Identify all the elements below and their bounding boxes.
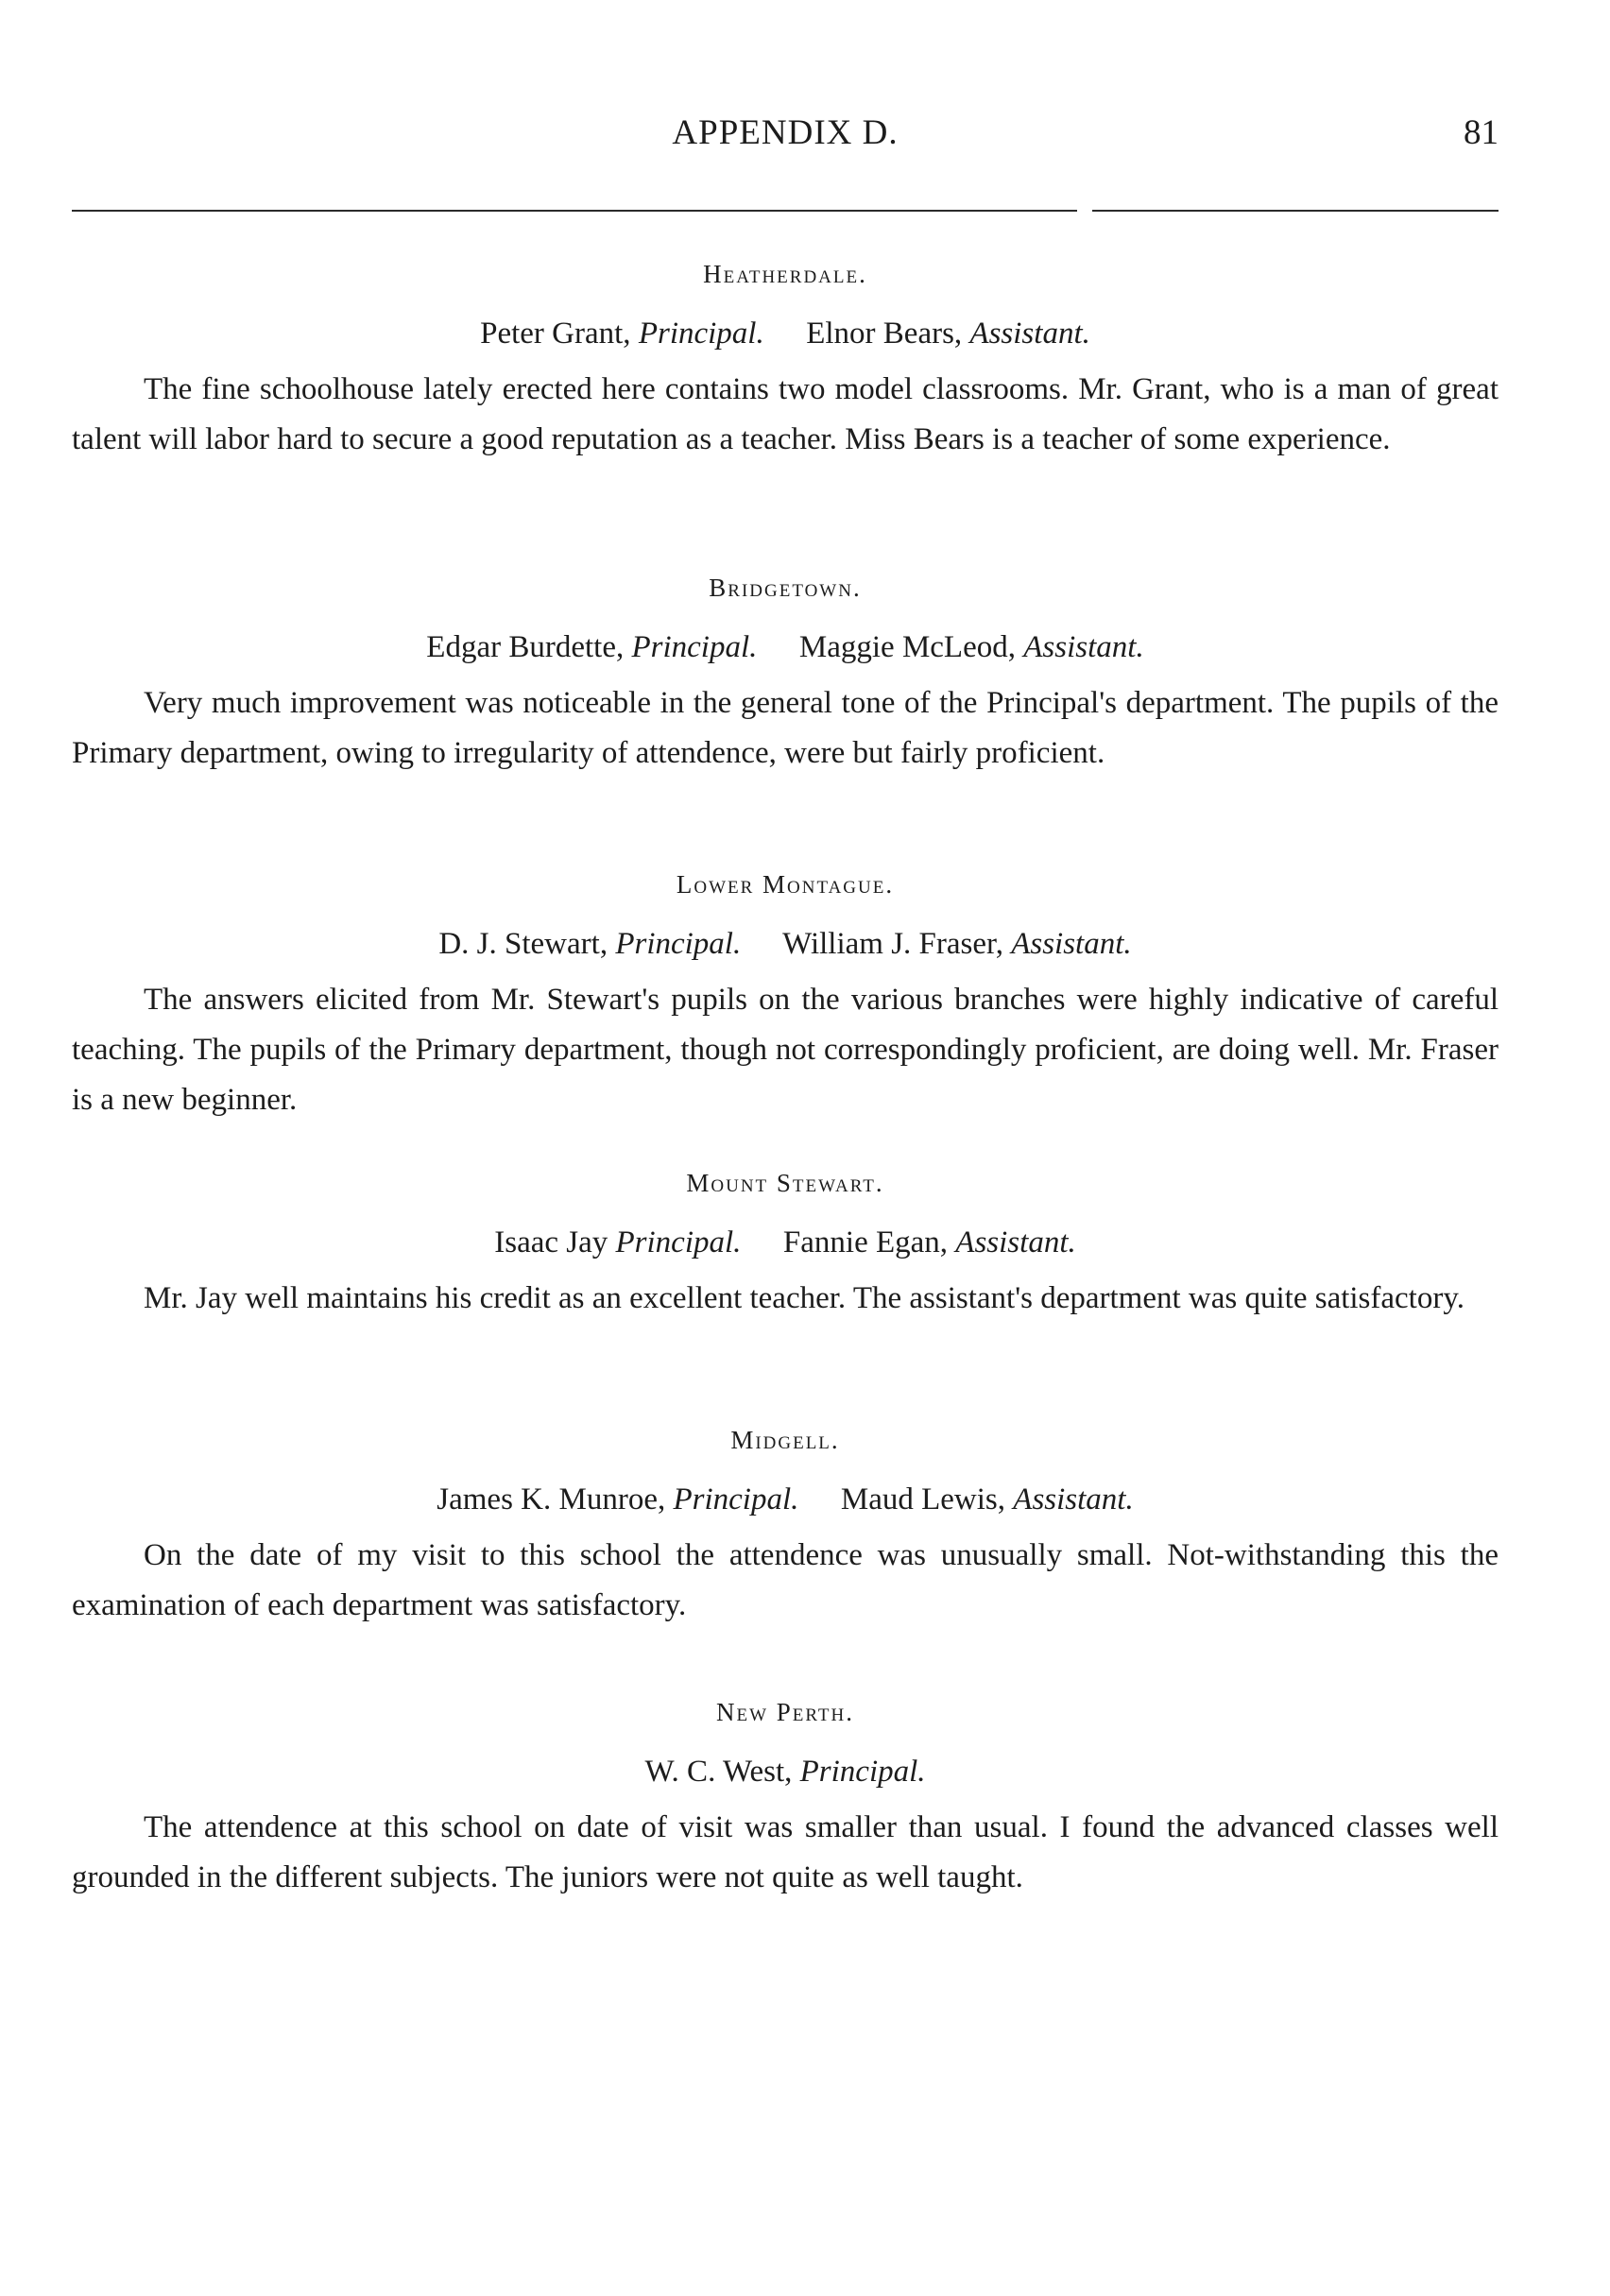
section-title: Heatherdale. xyxy=(703,260,867,288)
section-paragraph: The answers elicited from Mr. Stewart's pupils on the various branches were highly indicative of careful teaching. The pupils of the Primary department, though not correspondingly proficient, are doing well. Mr. Fraser is a new beginner. xyxy=(72,983,1499,1117)
assistant-name: Fannie Egan, xyxy=(782,1225,949,1259)
school-section-mount-stewart xyxy=(72,1164,1499,1324)
header-rule-left xyxy=(72,210,1077,212)
principal-role: Principal. xyxy=(615,1225,742,1259)
principal-name: Peter Grant, xyxy=(480,317,631,351)
section-paragraph: The attendence at this school on date of visit was smaller than usual. I found the advanced classes well grounded in the different subjects. The juniors were not quite as well taught. xyxy=(72,1810,1499,1894)
school-section-lower-montague xyxy=(72,865,1499,1125)
staff-line xyxy=(72,1478,1499,1521)
principal-role: Principal. xyxy=(615,927,742,961)
page-number: 81 xyxy=(1464,113,1499,152)
school-section-heatherdale xyxy=(72,255,1499,465)
assistant-role: Assistant. xyxy=(969,317,1090,351)
section-paragraph: Very much improvement was noticeable in the general tone of the Principal's department. The pupils of the Primary department, owing to irregularity of attendence, were but fairly proficient. xyxy=(72,686,1499,770)
assistant-name: Maggie McLeod, xyxy=(798,630,1016,664)
principal-name: Isaac Jay xyxy=(494,1225,608,1259)
staff-line xyxy=(72,312,1499,355)
assistant-name: Maud Lewis, xyxy=(840,1482,1006,1516)
section-paragraph: The fine schoolhouse lately erected here contains two model classrooms. Mr. Grant, who is a man of great talent will labor hard to secure a good reputation as a teacher. Miss Bears is a teacher of some experience. xyxy=(72,372,1499,456)
section-title: Midgell. xyxy=(730,1426,840,1454)
page-title: APPENDIX D. xyxy=(672,113,899,152)
section-title: Lower Montague. xyxy=(676,870,895,899)
assistant-name: William J. Fraser, xyxy=(782,927,1003,961)
section-title: Mount Stewart. xyxy=(686,1169,884,1197)
staff-line xyxy=(72,922,1499,966)
principal-name: D. J. Stewart, xyxy=(438,927,608,961)
principal-role: Principal. xyxy=(638,317,764,351)
principal-role: Principal. xyxy=(799,1755,926,1789)
page-header xyxy=(72,110,1499,157)
assistant-role: Assistant. xyxy=(1023,630,1144,664)
section-paragraph: Mr. Jay well maintains his credit as an excellent teacher. The assistant's department was quite satisfactory. xyxy=(144,1281,1464,1315)
assistant-role: Assistant. xyxy=(1013,1482,1134,1516)
principal-role: Principal. xyxy=(631,630,758,664)
school-section-midgell xyxy=(72,1421,1499,1631)
section-paragraph: On the date of my visit to this school the attendence was unusually small. Not-withstanding this the examination of each department was satisfactory. xyxy=(72,1538,1499,1622)
principal-name: James K. Munroe, xyxy=(437,1482,666,1516)
section-title: New Perth. xyxy=(715,1698,855,1726)
staff-line xyxy=(72,1221,1499,1264)
header-rule-right xyxy=(1092,210,1499,212)
assistant-role: Assistant. xyxy=(1011,927,1132,961)
document-page xyxy=(72,0,1499,2296)
assistant-role: Assistant. xyxy=(955,1225,1076,1259)
principal-role: Principal. xyxy=(673,1482,799,1516)
section-title: Bridgetown. xyxy=(709,574,862,602)
principal-name: Edgar Burdette, xyxy=(426,630,625,664)
assistant-name: Elnor Bears, xyxy=(806,317,963,351)
staff-line xyxy=(72,1750,1499,1793)
school-section-bridgetown xyxy=(72,569,1499,779)
school-section-new-perth xyxy=(72,1693,1499,1903)
principal-name: W. C. West, xyxy=(644,1755,793,1789)
staff-line xyxy=(72,625,1499,669)
